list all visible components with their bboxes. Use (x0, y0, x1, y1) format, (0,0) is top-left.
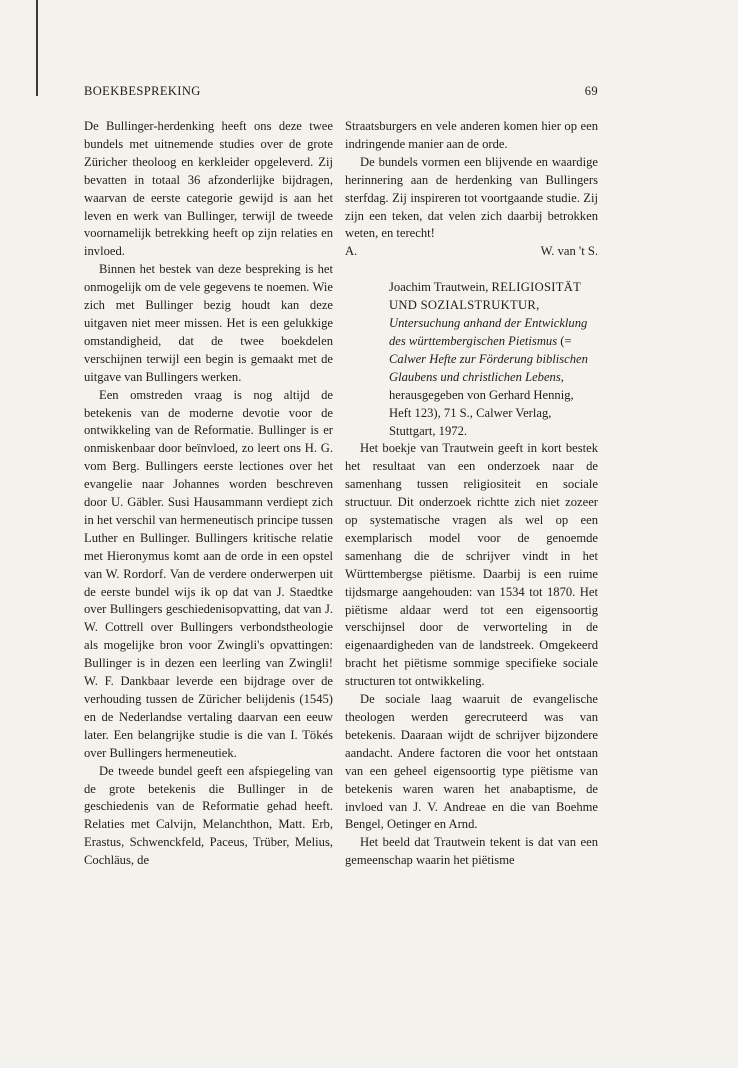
review-signature (345, 243, 598, 261)
citation-subtitle: Untersuchung anhand der Entwicklung des württembergischen Pietismus (389, 316, 588, 348)
page-number: 69 (584, 84, 598, 98)
book-citation (389, 279, 598, 440)
paragraph: De Bullinger-herdenking heeft ons deze twee bundels met uitnemende studies over de grote Züricher theoloog en kerkleider opgeleverd. Zij bevatten in totaal 36 afzonderlijke bijdragen, waarvan de eerste categorie gewijd is aan het leven en werk van Bullinger, terwijl de tweede voornamelijk betrekking heeft op zijn relaties en invloed. (84, 119, 333, 259)
paragraph: De tweede bundel geeft een afspiegeling van de grote betekenis die Bullinger in de geschiedenis van de Reformatie gehad heeft. Relaties met Calvijn, Melanchthon, Matt. Erb, Erastus, Schwenckfeld, Paceus, Trüber, Melius, Cochläus, de (84, 763, 333, 868)
running-title: BOEKBESPREKING (84, 84, 201, 98)
paragraph: De sociale laag waaruit de evangelische theologen werden gerecruteerd was van betekenis. Daaraan wijdt de schrijver bijzondere aandacht. Andere factoren die voor het ontstaan van een geheel eigensoortig type piëtisme van betekenis waren waren het anabaptisme, de invloed van J. V. Andreae en die van Boehme Bengel, Oetinger en Arnd. (345, 692, 598, 832)
citation-title: RELIGIOSITÄT UND SOZIALSTRUKTUR, (389, 280, 581, 313)
citation-series-open: (= (557, 333, 572, 348)
signature-reviewer: W. van 't S. (540, 244, 598, 259)
paragraph: Straatsburgers en vele anderen komen hier op een indringende manier aan de orde. (345, 119, 598, 151)
scan-edge-line (36, 0, 38, 96)
left-column (84, 118, 333, 870)
paragraph: Binnen het bestek van deze bespreking is het onmogelijk om de vele gegevens te noemen. Wie zich met Bullinger bezig houdt kan deze uitgaven niet meer missen. Het is een gelukkige omstandigheid, dat de twee boekdelen verschijnen terwijl een begin is gemaakt met de uitgave van Bullingers werken. (84, 262, 333, 384)
paragraph: Een omstreden vraag is nog altijd de betekenis van de moderne devotie voor de ontwikkeling van de Reformatie. Bullinger is er onmiskenbaar door beïnvloed, zo leert ons H. G. vom Berg. Bullingers eerste lectiones over het evangelie naar Johannes worden beschreven door U. Gäbler. Susi Hausammann verdiept zich in het verschil van hermeneutisch principe tussen Luther en Bullinger. Bullingers kritische relatie met Hieronymus komt aan de orde in een opstel van W. Rordorf. Van de verdere onderwerpen uit de eerste bundel wijs ik op dat van J. Staedtke over Bullingers geschiedenisopvatting, dat van J. W. Cottrell over Bullingers verbondstheologie als mogelijke bron voor Zwingli's opvattingen: Bullinger is in dezen een leerling van Zwingli! W. F. Dankbaar leverde een bijdrage over de verhouding tussen de Züricher belijdenis (1545) en de Nederlandse vertaling daarvan een eeuw later. Een belangrijke studie is die van I. Tökés over Bullingers hermeneutiek. (84, 387, 333, 760)
citation-author: Joachim Trautwein, (389, 280, 489, 295)
paragraph: Het boekje van Trautwein geeft in kort bestek het resultaat van een onderzoek naar de samenhang tussen religiositeit en sociale structuur. Dit onderzoek richtte zich niet zozeer op systematische vragen als wel op een exemplarisch model voor de genoemde samenhang die de schrijver vindt in het Württembergse piëtisme. Daarbij is een ruime tijdsmarge aangehouden: van 1534 tot 1870. Het piëtisme aldaar werd tot een eigensoortig verschijnsel door de verworteling in de eigenaardigheden van de landstreek. Omgekeerd bracht het piëtisme sommige specifieke sociale structuren tot ontwikkeling. (345, 441, 598, 689)
signature-initial: A. (345, 244, 358, 259)
citation-details: , herausgegeben von Gerhard Hennig, Heft 123), 71 S., Calwer Verlag, Stuttgart, 1972. (389, 369, 574, 438)
citation-series: Calwer Hefte zur Förderung biblischen Glaubens und christlichen Lebens (389, 351, 588, 384)
paragraph: Het beeld dat Trautwein tekent is dat van een gemeenschap waarin het piëtisme (345, 835, 598, 868)
right-column (345, 118, 598, 870)
paragraph: De bundels vormen een blijvende en waardige herinnering aan de herdenking van Bullingers sterfdag. Zij inspireren tot voortgaande studie. Zij zijn een teken, dat velen zich daarbij betrokken weten, en terecht! (345, 154, 598, 241)
